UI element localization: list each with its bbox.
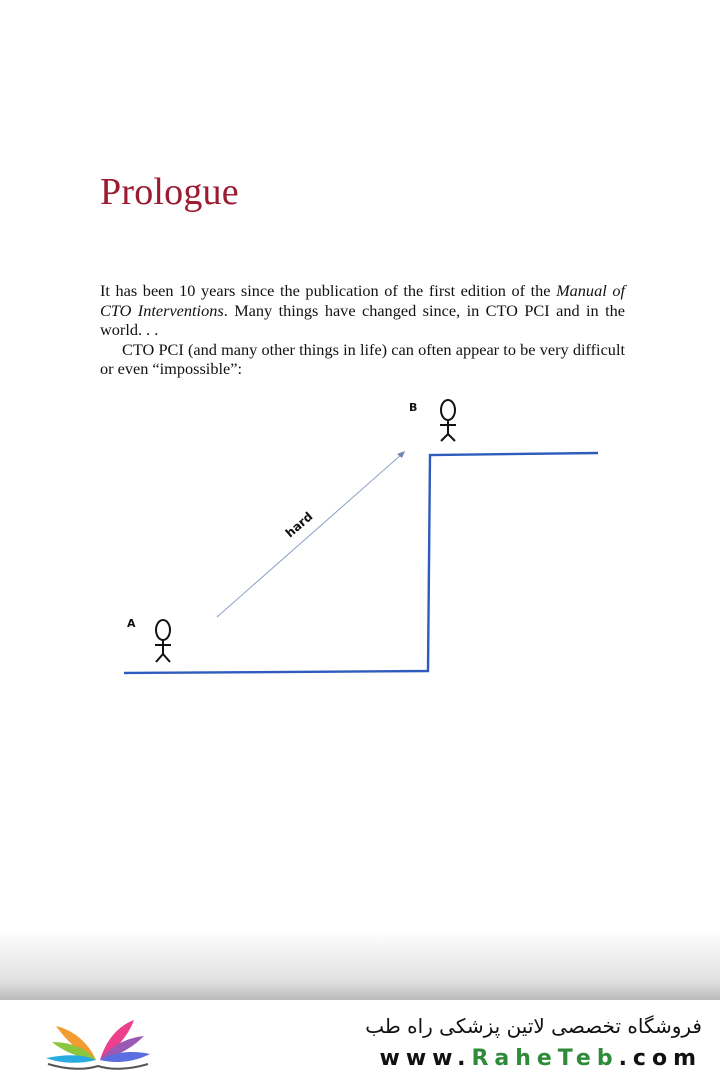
- stick-figure-b: [440, 400, 456, 441]
- url-prefix: www.: [379, 1046, 472, 1071]
- body-text: [100, 281, 625, 379]
- book-logo-icon: [38, 1012, 158, 1072]
- store-name: فروشگاه تخصصی لاتین پزشکی راه طب: [365, 1014, 702, 1038]
- paragraph-1-start: It has been 10 years since the publication of the first edition of the: [100, 281, 557, 300]
- store-url[interactable]: [380, 1046, 703, 1071]
- paragraph-1: [100, 281, 625, 340]
- paragraph-2: CTO PCI (and many other things in life) can often appear to be very difficult or even “impossible”:: [100, 339, 625, 379]
- step-diagram: [100, 390, 620, 690]
- paragraph-1-end: . Many things have changed since, in CTO PCI and in the world. . .: [100, 300, 625, 340]
- url-brand: RaheTeb: [471, 1046, 619, 1071]
- point-a-label: A: [127, 617, 136, 630]
- hard-arrow: [217, 454, 402, 617]
- step-line: [124, 453, 598, 673]
- url-suffix: .com: [618, 1046, 702, 1071]
- page-title: Prologue: [100, 171, 239, 213]
- arrow-label: hard: [282, 509, 316, 541]
- page-bottom-shadow: [0, 930, 720, 1002]
- stick-figure-a: [155, 620, 171, 662]
- store-footer: [0, 1000, 720, 1080]
- point-b-label: B: [409, 401, 418, 414]
- book-title-italic: Manual of CTO Interventions: [100, 281, 625, 320]
